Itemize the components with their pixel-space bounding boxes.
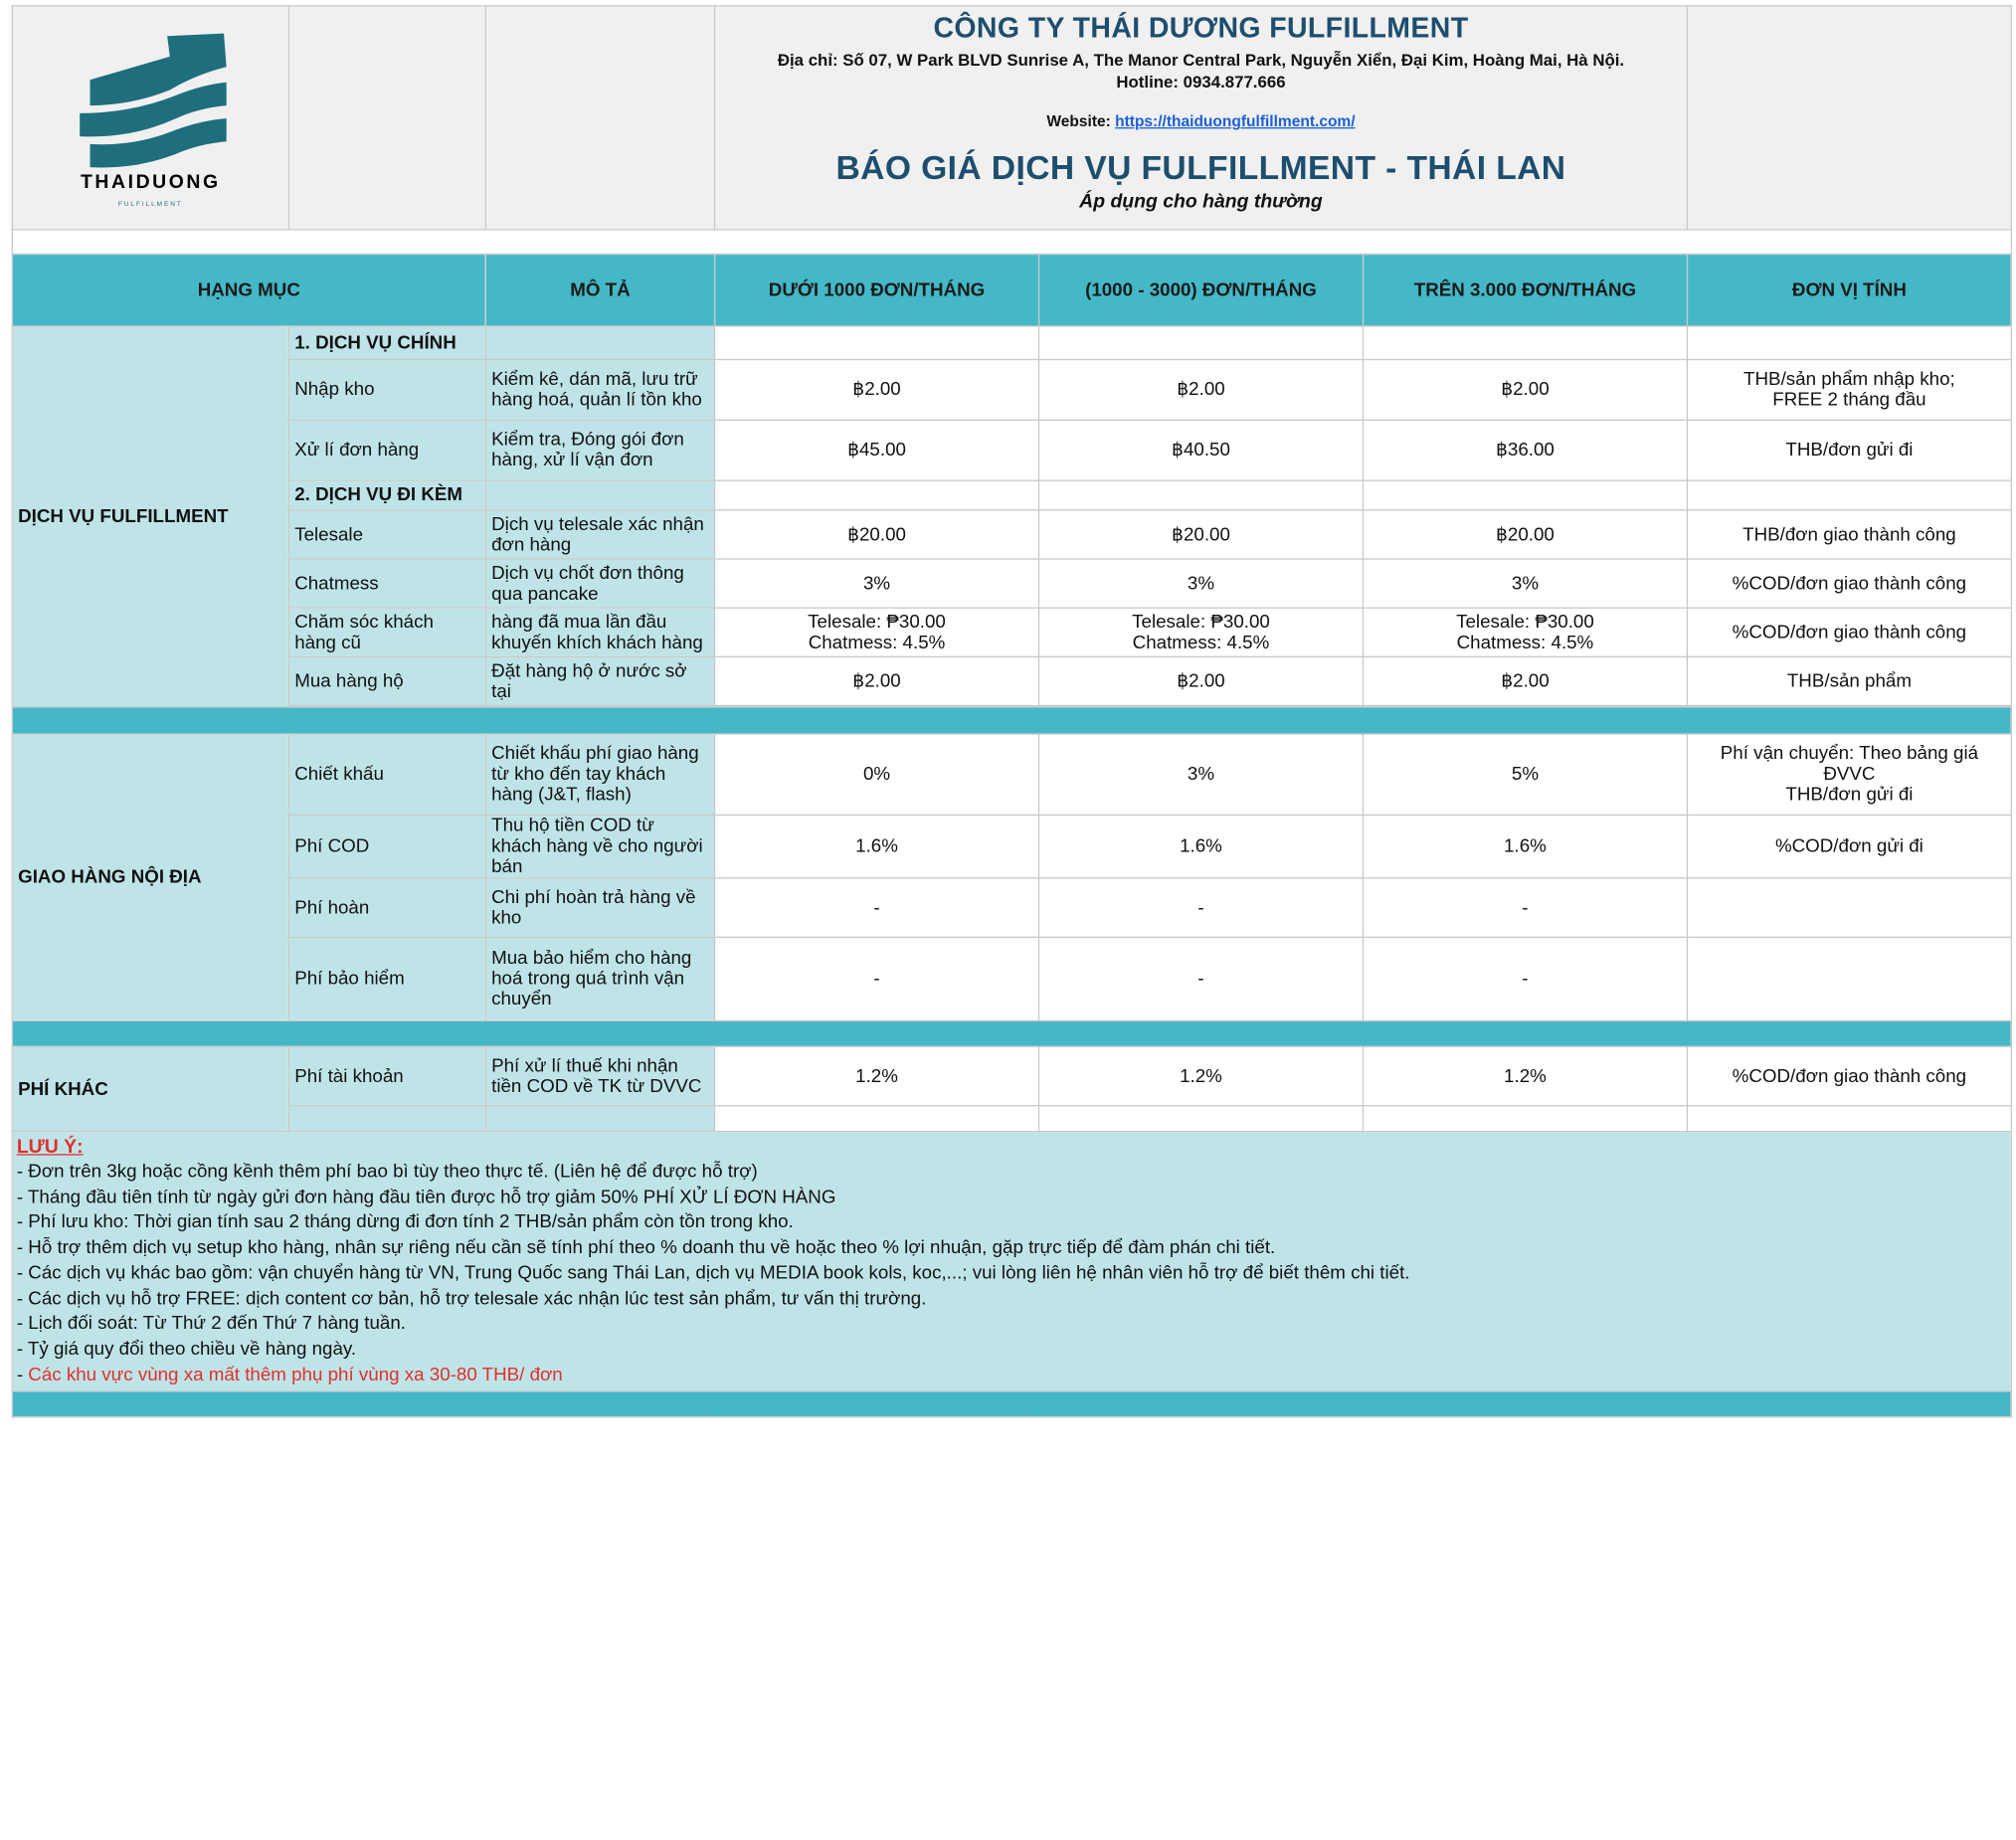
logo-subtext: FULFILLMENT	[117, 200, 183, 208]
col-tier2: (1000 - 3000) ĐƠN/THÁNG	[1039, 254, 1364, 325]
table-row	[12, 1046, 2011, 1106]
website-link[interactable]: https://thaiduongfulfillment.com/	[1115, 111, 1356, 130]
unit-cell	[1687, 937, 2011, 1020]
item-name: Phí bảo hiểm	[288, 937, 485, 1020]
quote-title: BÁO GIÁ DỊCH VỤ FULFILLMENT - THÁI LAN	[835, 147, 1566, 187]
item-desc: Kiểm tra, Đóng gói đơn hàng, xử lí vận đơn	[485, 420, 714, 480]
item-name: Nhập kho	[288, 360, 485, 421]
price-tier3: -	[1363, 878, 1687, 938]
item-desc: Dịch vụ telesale xác nhận đơn hàng	[485, 510, 714, 559]
spacer-row	[12, 230, 2011, 255]
note-line: - Lịch đối soát: Từ Thứ 2 đến Thứ 7 hàng tuần.	[16, 1313, 406, 1335]
item-name: Phí hoàn	[288, 878, 485, 938]
unit-cell: %COD/đơn giao thành công	[1687, 559, 2011, 608]
unit-cell: THB/đơn gửi đi	[1687, 420, 2011, 480]
price-tier1: -	[715, 937, 1039, 1020]
price-tier2: 3%	[1039, 734, 1364, 815]
item-name: Chiết khấu	[288, 734, 485, 815]
price-tier2: 1.6%	[1039, 815, 1364, 877]
price-tier2: ฿2.00	[1039, 360, 1364, 421]
item-desc: Đặt hàng hộ ở nước sở tại	[485, 656, 714, 705]
notes-block	[12, 1132, 2011, 1392]
section-divider	[12, 707, 2011, 734]
price-tier3: ฿20.00	[1363, 510, 1687, 559]
price-tier1: ฿20.00	[715, 510, 1039, 559]
price-tier3: ฿36.00	[1363, 420, 1687, 480]
unit-cell: %COD/đơn gửi đi	[1687, 815, 2011, 877]
item-name: Xử lí đơn hàng	[288, 420, 485, 480]
price-tier2: ฿20.00	[1039, 510, 1364, 559]
item-name: Chăm sóc khách hàng cũ	[288, 608, 485, 656]
column-header-row	[12, 254, 2011, 325]
note-line-remote: - Các khu vực vùng xa mất thêm phụ phí vùng xa 30-80 THB/ đơn	[16, 1364, 563, 1385]
item-desc: Dịch vụ chốt đơn thông qua pancake	[485, 559, 714, 608]
company-header	[715, 6, 1688, 230]
item-name: Mua hàng hộ	[288, 656, 485, 705]
price-tier2: -	[1039, 937, 1364, 1020]
svg-text:THAIDUONG: THAIDUONG	[80, 170, 221, 193]
bottom-bar	[12, 1391, 2011, 1417]
item-name: Chatmess	[288, 559, 485, 608]
quote-subtitle: Áp dụng cho hàng thường	[1079, 190, 1323, 213]
price-tier3: -	[1363, 937, 1687, 1020]
col-unit: ĐƠN VỊ TÍNH	[1687, 254, 2011, 325]
item-desc: Chiết khấu phí giao hàng từ kho đến tay khách hàng (J&T, flash)	[485, 734, 714, 815]
price-tier3: Telesale: ₱30.00 Chatmess: 4.5%	[1363, 608, 1687, 656]
note-line: - Hỗ trợ thêm dịch vụ setup kho hàng, nhân sự riêng nếu cần sẽ tính phí theo % doanh thu về hoặc theo % lợi nhuận, gặp trực tiếp để đàm phán chi tiết.	[16, 1237, 1276, 1259]
col-tier1: DƯỚI 1000 ĐƠN/THÁNG	[715, 254, 1039, 325]
section-other: PHÍ KHÁC	[12, 1046, 288, 1131]
price-tier3: 1.6%	[1363, 815, 1687, 877]
table-row	[12, 937, 2011, 1020]
item-desc: hàng đã mua lần đầu khuyến khích khách hàng	[485, 608, 714, 656]
item-desc: Kiểm kê, dán mã, lưu trữ hàng hoá, quản lí tồn kho	[485, 360, 714, 421]
item-name: Phí tài khoản	[288, 1046, 485, 1106]
item-desc: Phí xử lí thuế khi nhận tiền COD về TK từ DVVC	[485, 1046, 714, 1106]
section-divider	[12, 1020, 2011, 1046]
price-tier1: 1.6%	[715, 815, 1039, 877]
note-line: - Tháng đầu tiên tính từ ngày gửi đơn hàng đầu tiên được hỗ trợ giảm 50% PHÍ XỬ LÍ ĐƠN HÀNG	[16, 1187, 836, 1208]
table-row	[12, 878, 2011, 938]
note-line: - Phí lưu kho: Thời gian tính sau 2 tháng dừng đi đơn tính 2 THB/sản phẩm còn tồn trong kho.	[16, 1212, 794, 1233]
price-tier1: 3%	[715, 559, 1039, 608]
price-tier1: 0%	[715, 734, 1039, 815]
item-desc: Chi phí hoàn trả hàng về kho	[485, 878, 714, 938]
price-tier1: ฿45.00	[715, 420, 1039, 480]
price-tier1: ฿2.00	[715, 656, 1039, 705]
section-fulfillment: DỊCH VỤ FULFILLMENT	[12, 326, 288, 707]
price-tier1: 1.2%	[715, 1046, 1039, 1106]
price-tier1: Telesale: ₱30.00 Chatmess: 4.5%	[715, 608, 1039, 656]
price-tier2: 3%	[1039, 559, 1364, 608]
blank-header-cell	[288, 6, 485, 230]
price-table	[12, 5, 2012, 1418]
unit-cell: THB/sản phẩm nhập kho; FREE 2 tháng đầu	[1687, 360, 2011, 421]
logo-cell	[12, 6, 288, 230]
item-desc: Mua bảo hiểm cho hàng hoá trong quá trình vận chuyển	[485, 937, 714, 1020]
unit-cell: %COD/đơn giao thành công	[1687, 608, 2011, 656]
col-category: HẠNG MỤC	[12, 254, 485, 325]
item-desc: Thu hộ tiền COD từ khách hàng về cho người bán	[485, 815, 714, 877]
price-tier2: Telesale: ₱30.00 Chatmess: 4.5%	[1039, 608, 1364, 656]
item-name: Telesale	[288, 510, 485, 559]
table-row	[12, 656, 2011, 705]
note-line: - Đơn trên 3kg hoặc cồng kềnh thêm phí bao bì tùy theo thực tế. (Liên hệ để được hỗ trợ)	[16, 1162, 758, 1183]
subsection-main: 1. DỊCH VỤ CHÍNH	[288, 326, 485, 360]
price-tier3: ฿2.00	[1363, 656, 1687, 705]
table-row	[12, 734, 2011, 815]
price-tier1: ฿2.00	[715, 360, 1039, 421]
blank-header-cell	[1687, 6, 2011, 230]
company-address: Địa chỉ: Số 07, W Park BLVD Sunrise A, The Manor Central Park, Nguyễn Xiển, Đại Kim, Hoàng Mai, Hà Nội.	[777, 50, 1625, 70]
price-tier2: ฿2.00	[1039, 656, 1364, 705]
price-tier3: 5%	[1363, 734, 1687, 815]
price-tier3: 1.2%	[1363, 1046, 1687, 1106]
table-row	[12, 815, 2011, 877]
unit-cell	[1687, 878, 2011, 938]
price-tier1: -	[715, 878, 1039, 938]
table-row	[12, 510, 2011, 559]
blank-header-cell	[485, 6, 714, 230]
price-tier2: 1.2%	[1039, 1046, 1364, 1106]
item-name: Phí COD	[288, 815, 485, 877]
section-domestic: GIAO HÀNG NỘI ĐỊA	[12, 734, 288, 1020]
notes-title: LƯU Ý:	[16, 1136, 84, 1159]
unit-cell: Phí vận chuyển: Theo bảng giá ĐVVC THB/đơn gửi đi	[1687, 734, 2011, 815]
price-tier2: ฿40.50	[1039, 420, 1364, 480]
price-tier3: 3%	[1363, 559, 1687, 608]
unit-cell: THB/đơn giao thành công	[1687, 510, 2011, 559]
note-line: - Tỷ giá quy đổi theo chiều về hàng ngày.	[16, 1339, 357, 1361]
note-line: - Các dịch vụ hỗ trợ FREE: dịch content cơ bản, hỗ trợ telesale xác nhận lúc test sản phẩm, tư vấn thị trường.	[16, 1288, 927, 1310]
price-tier2: -	[1039, 878, 1364, 938]
unit-cell: THB/sản phẩm	[1687, 656, 2011, 705]
table-row	[12, 360, 2011, 421]
unit-cell: %COD/đơn giao thành công	[1687, 1046, 2011, 1106]
price-tier3: ฿2.00	[1363, 360, 1687, 421]
table-row	[12, 608, 2011, 656]
subsection-extra: 2. DỊCH VỤ ĐI KÈM	[288, 480, 485, 510]
table-row	[12, 420, 2011, 480]
hotline: Hotline: 0934.877.666	[1116, 72, 1286, 92]
website: Website: https://thaiduongfulfillment.com/	[1046, 111, 1356, 130]
company-name: CÔNG TY THÁI DƯƠNG FULFILLMENT	[933, 11, 1469, 44]
wave-flag-logo-icon	[54, 28, 247, 195]
col-description: MÔ TẢ	[485, 254, 714, 325]
table-row	[12, 559, 2011, 608]
col-tier3: TRÊN 3.000 ĐƠN/THÁNG	[1363, 254, 1687, 325]
note-line: - Các dịch vụ khác bao gồm: vận chuyển hàng từ VN, Trung Quốc sang Thái Lan, dịch vụ MEDIA book kols, koc,...; vui lòng liên hệ nhân viên hỗ trợ để biết thêm chi tiết.	[16, 1262, 1410, 1284]
